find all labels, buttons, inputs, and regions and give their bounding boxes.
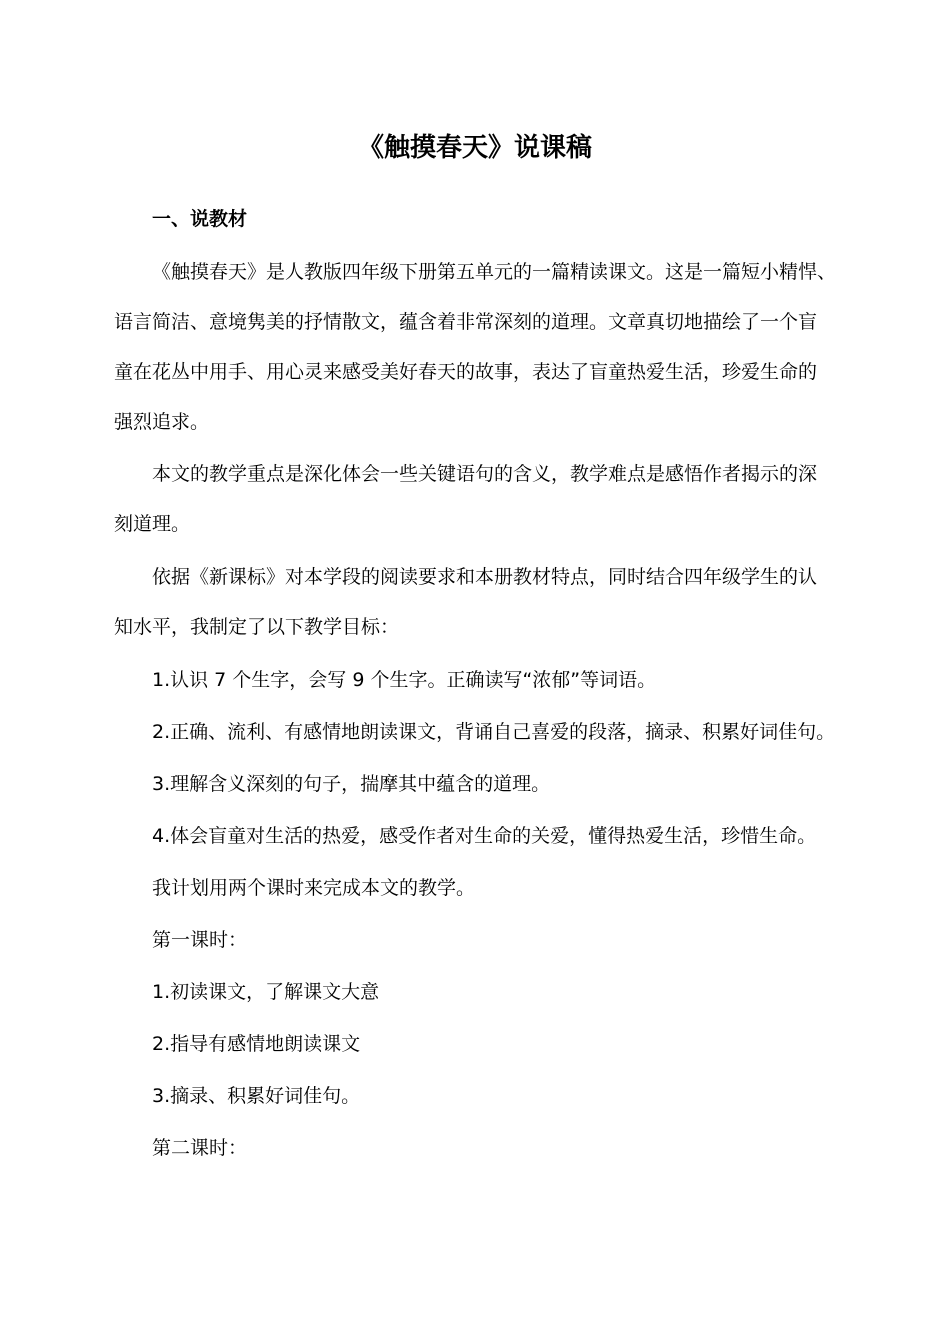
paragraph-goals-intro-line-2: 知水平，我制定了以下教学目标： (114, 616, 400, 638)
paragraph-intro-line-1: 《触摸春天》是人教版四年级下册第五单元的一篇精读课文。这是一篇短小精悍、 (152, 261, 837, 283)
paragraph-intro-line-2: 语言简洁、意境隽美的抒情散文，蕴含着非常深刻的道理。文章真切地描绘了一个盲 (114, 311, 818, 333)
goal-item-1: 1.认识 7 个生字，会写 9 个生字。正确读写“浓郁”等词语。 (152, 669, 657, 691)
goal-item-3: 3.理解含义深刻的句子，揣摩其中蕴含的道理。 (152, 773, 551, 795)
paragraph-focus-line-2: 刻道理。 (114, 513, 191, 535)
section-heading-textbook: 一、说教材 (152, 208, 248, 230)
lesson-1-item-1: 1.初读课文，了解课文大意 (152, 981, 380, 1003)
lesson-1-item-2: 2.指导有感情地朗读课文 (152, 1033, 361, 1055)
paragraph-focus-line-1: 本文的教学重点是深化体会一些关键语句的含义，教学难点是感悟作者揭示的深 (152, 463, 818, 485)
document-title: 《触摸春天》说课稿 (357, 133, 592, 163)
goal-item-2: 2.正确、流利、有感情地朗读课文，背诵自己喜爱的段落，摘录、积累好词佳句。 (152, 721, 836, 743)
plan-intro-text: 我计划用两个课时来完成本文的教学。 (152, 877, 476, 899)
lesson-1-heading: 第一课时： (152, 929, 248, 951)
goal-item-4: 4.体会盲童对生活的热爱，感受作者对生命的关爱，懂得热爱生活，珍惜生命。 (152, 825, 817, 847)
lesson-2-heading: 第二课时： (152, 1137, 248, 1159)
lesson-1-item-3: 3.摘录、积累好词佳句。 (152, 1085, 361, 1107)
paragraph-intro-line-4: 强烈追求。 (114, 411, 210, 433)
paragraph-intro-line-3: 童在花丛中用手、用心灵来感受美好春天的故事，表达了盲童热爱生活，珍爱生命的 (114, 361, 818, 383)
paragraph-goals-intro-line-1: 依据《新课标》对本学段的阅读要求和本册教材特点，同时结合四年级学生的认 (152, 566, 818, 588)
